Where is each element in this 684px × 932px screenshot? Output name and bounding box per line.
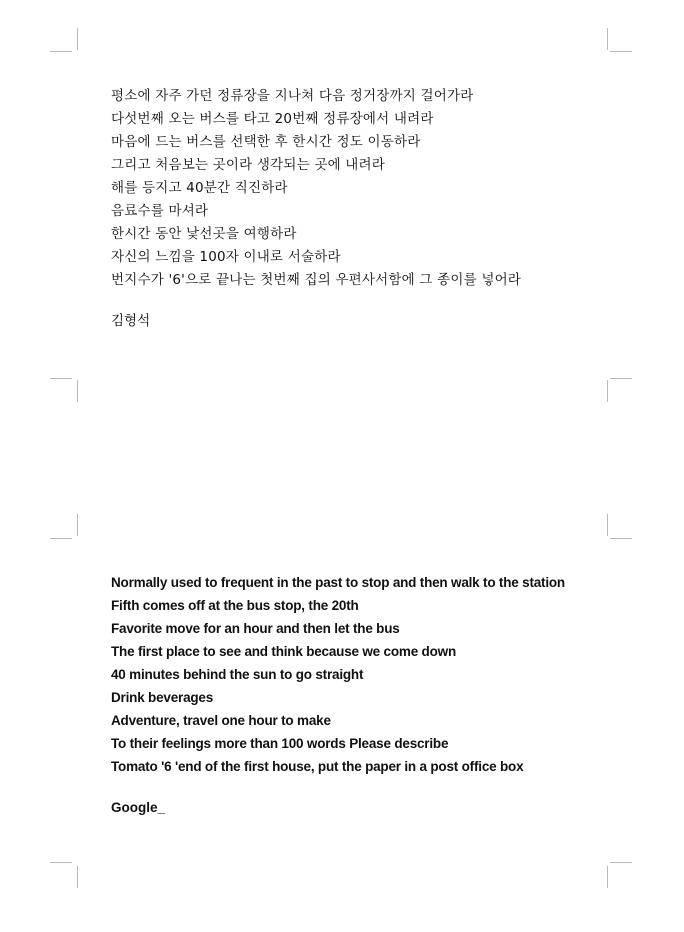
crop-mark	[607, 514, 608, 536]
crop-mark	[610, 538, 632, 539]
crop-mark	[50, 862, 72, 863]
english-line: Drink beverages	[111, 690, 214, 705]
crop-mark	[77, 28, 78, 50]
korean-line: 해를 등지고 40분간 직진하라	[111, 180, 288, 196]
crop-mark	[77, 380, 78, 402]
korean-line: 한시간 동안 낯선곳을 여행하라	[111, 226, 297, 242]
crop-mark	[607, 866, 608, 888]
english-line: Adventure, travel one hour to make	[111, 713, 331, 728]
korean-line: 평소에 자주 가던 정류장을 지나쳐 다음 정거장까지 걸어가라	[111, 88, 474, 104]
korean-line: 자신의 느낌을 100자 이내로 서술하라	[111, 249, 341, 265]
crop-mark	[607, 28, 608, 50]
korean-signature: 김형석	[111, 313, 151, 329]
korean-instructions	[111, 85, 631, 333]
english-instructions	[111, 571, 641, 819]
crop-mark	[50, 51, 72, 52]
english-line: To their feelings more than 100 words Please describe	[111, 736, 449, 751]
english-line: Tomato '6 'end of the first house, put the paper in a post office box	[111, 759, 524, 774]
crop-mark	[610, 862, 632, 863]
crop-mark	[77, 514, 78, 536]
korean-line: 그리고 처음보는 곳이라 생각되는 곳에 내려라	[111, 157, 386, 173]
english-line: 40 minutes behind the sun to go straight	[111, 667, 364, 682]
english-line: Fifth comes off at the bus stop, the 20th	[111, 598, 359, 613]
english-line: Favorite move for an hour and then let the bus	[111, 621, 400, 636]
english-line: Normally used to frequent in the past to stop and then walk to the station	[111, 575, 565, 590]
crop-mark	[77, 866, 78, 888]
english-signature: Google_	[111, 800, 166, 815]
crop-mark	[610, 378, 632, 379]
korean-line: 마음에 드는 버스를 선택한 후 한시간 정도 이동하라	[111, 134, 421, 150]
crop-mark	[50, 538, 72, 539]
crop-mark	[50, 378, 72, 379]
korean-line: 다섯번째 오는 버스를 타고 20번째 정류장에서 내려라	[111, 111, 434, 127]
crop-mark	[610, 51, 632, 52]
english-line: The first place to see and think because we come down	[111, 644, 456, 659]
crop-mark	[607, 380, 608, 402]
korean-line: 음료수를 마셔라	[111, 203, 209, 219]
korean-line: 번지수가 '6'으로 끝나는 첫번째 집의 우편사서함에 그 종이를 넣어라	[111, 272, 522, 288]
